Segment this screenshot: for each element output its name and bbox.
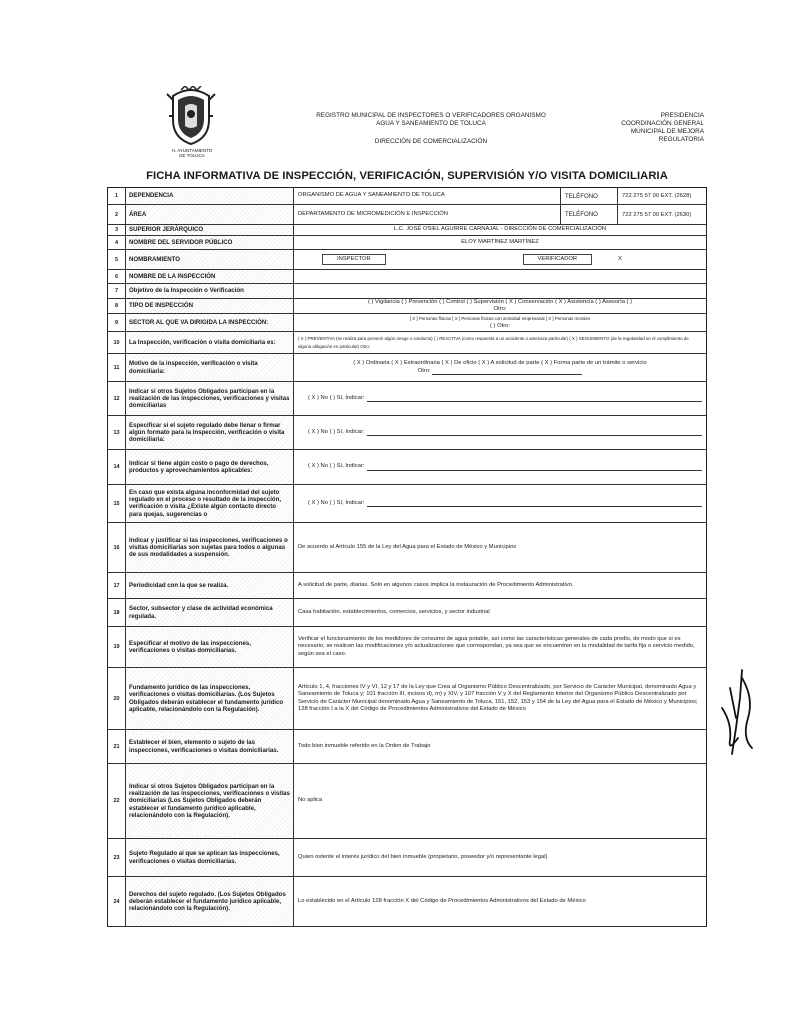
- logo-caption-line2: DE TOLUCA: [179, 153, 205, 158]
- verifier-box: VERIFICADOR: [523, 254, 593, 265]
- header-center: [286, 112, 576, 146]
- motive-options: ( X ) Ordinaria ( X ) Extraordinaria ( X ) De oficio ( X ) A solicitud de parte ( X ) Forma parte de un trámite o servicio: [353, 360, 647, 367]
- row-label: Derechos del sujeto regulado. (Los Sujetos Obligados deberán establecer el fundamento jurídico aplicable, relacionándolo con la Regulación).: [126, 877, 294, 926]
- motive-other: Otro:: [417, 367, 431, 374]
- row-value: ELOY MARTÍNEZ MARTÍNEZ: [461, 238, 539, 245]
- row-number: 11: [108, 354, 126, 381]
- row-label: Periodicidad con la que se realiza.: [126, 573, 294, 598]
- table-row: [107, 205, 707, 225]
- row-number: 5: [108, 250, 126, 269]
- row-number: 2: [108, 205, 126, 224]
- row-value: [294, 314, 706, 331]
- row-value: [294, 354, 706, 381]
- header-right-line2: COORDINACIÓN GENERAL: [621, 120, 704, 127]
- row-value: Quien ostente el interés jurídico del bien inmueble (propietario, poseedor y/o representante legal): [298, 853, 548, 860]
- header-right-line4: REGULATORIA: [658, 136, 704, 143]
- row-value: Casa habitación, establecimientos, comercios, servicios, y sector industrial: [298, 608, 490, 615]
- complaint-contact-options: ( X ) No ( ) Sí, Indicar:: [308, 499, 365, 506]
- phone-label: TELÉFONO: [560, 188, 618, 204]
- row-number: 14: [108, 450, 126, 484]
- table-row: [107, 839, 707, 877]
- handwritten-signature: [712, 668, 762, 758]
- row-number: 21: [108, 730, 126, 763]
- header-right: [592, 112, 704, 144]
- row-value: [294, 382, 706, 415]
- row-number: 20: [108, 668, 126, 729]
- table-row: [107, 573, 707, 599]
- row-label: La Inspección, verificación o visita domiciliaria es:: [126, 332, 294, 353]
- row-number: 24: [108, 877, 126, 926]
- row-value: [294, 332, 706, 353]
- table-row: [107, 730, 707, 764]
- row-value: L.C. JOSÉ OSIEL AGUIRRE CARNAJAL - DIRECCIÓN DE COMERCIALIZACIÓN: [393, 226, 607, 233]
- row-label: Especificar el motivo de las inspecciones, verificaciones o visitas domiciliarias.: [126, 627, 294, 667]
- row-number: 15: [108, 485, 126, 522]
- row-label: NOMBRAMIENTO: [126, 250, 294, 269]
- table-row: [107, 416, 707, 450]
- row-label: Indicar si otros Sujetos Obligados participan en la realización de las inspecciones, verificaciones o visitas domiciliarias (Los Sujetos Obligados deberán establecer el fundamento jurídico aplicable, relacionándolo con la Regulación).: [126, 764, 294, 838]
- table-row: [107, 225, 707, 236]
- row-value: Artículo 1, 4, fracciones IV y VI, 12 y 17 de la Ley que Crea al Organismo Público Descentralizado, por Servicio de Carácter Municipal, denominado Agua y Saneamiento de Toluca y; 101 fracción III, incisos d), m) y XIV, y 107 fracción V y X del Reglamento Interior del Organismo Público Descentralizado por Servicio de Carácter Municipal denominado Agua y Saneamiento de Toluca, 151, 152, 153 y 154 de la Ley del Agua para el Estado de México y Municipios; 128 fracción I a la X del Código de Procedimientos Administrativos del Estado de México: [298, 684, 698, 712]
- table-row: [107, 523, 707, 573]
- row-label: DEPENDENCIA: [126, 188, 294, 204]
- table-row: [107, 284, 707, 299]
- row-value: A solicitud de parte, diarias. Solo en algunos casos implica la instauración de Procedimiento Administrativo.: [298, 581, 574, 588]
- row-number: 22: [108, 764, 126, 838]
- row-label: SECTOR AL QUE VA DIRIGIDA LA INSPECCIÓN:: [126, 314, 294, 331]
- row-number: 13: [108, 416, 126, 449]
- header-registry-line: REGISTRO MUNICIPAL DE INSPECTORES O VERIFICADORES ORGANISMO: [316, 112, 546, 119]
- row-value: [294, 284, 706, 298]
- table-row: [107, 485, 707, 523]
- row-value: [294, 250, 706, 269]
- table-row: [107, 236, 707, 250]
- row-label: NOMBRE DEL SERVIDOR PÚBLICO: [126, 236, 294, 249]
- row-value: No aplica: [298, 797, 323, 804]
- row-number: 17: [108, 573, 126, 598]
- row-number: 9: [108, 314, 126, 331]
- row-label: Objetivo de la Inspección o Verificación: [126, 284, 294, 298]
- table-row: [107, 354, 707, 382]
- table-row: [107, 314, 707, 332]
- verifier-mark: X: [618, 255, 622, 262]
- table-row: [107, 187, 707, 205]
- row-number: 18: [108, 599, 126, 626]
- row-number: 23: [108, 839, 126, 876]
- table-row: [107, 250, 707, 270]
- row-label: Especificar si el sujeto regulado debe llenar o firmar algún formato para la inspección, verificación o visita domiciliaria:: [126, 416, 294, 449]
- table-row: [107, 299, 707, 314]
- row-value: ORGANISMO DE AGUA Y SANEAMIENTO DE TOLUCA: [298, 192, 445, 199]
- inspector-box: INSPECTOR: [322, 254, 386, 265]
- table-row: [107, 382, 707, 416]
- form-required-options: ( X ) No ( ) Sí, Indicar:: [308, 428, 365, 435]
- row-label: SUPERIOR JERÁRQUICO: [126, 225, 294, 235]
- row-label: NOMBRE DE LA INSPECCIÓN: [126, 270, 294, 283]
- form-title: FICHA INFORMATIVA DE INSPECCIÓN, VERIFICACIÓN, SUPERVISIÓN Y/O VISITA DOMICILIARIA: [146, 170, 668, 182]
- row-label: Motivo de la inspección, verificación o visita domiciliaria:: [126, 354, 294, 381]
- row-value: De acuerdo al Artículo 155 de la Ley del Agua para el Estado de México y Municipios: [298, 543, 517, 550]
- row-label: Indicar si tiene algún costo o pago de derechos, productos y aprovechamientos aplicables:: [126, 450, 294, 484]
- table-row: [107, 668, 707, 730]
- phone-value: 722 275 57 00 EXT. (2630): [622, 211, 692, 218]
- row-value: DEPARTAMENTO DE MICROMEDICIÓN E INSPECCIÓN: [298, 210, 448, 217]
- row-label: Indicar si otros Sujetos Obligados participan en la realización de las inspecciones, verificaciones y visitas domiciliarias: [126, 382, 294, 415]
- header-right-line3: MUNICIPAL DE MEJORA: [630, 128, 704, 135]
- row-number: 1: [108, 188, 126, 204]
- phone-label: TELÉFONO: [560, 205, 618, 224]
- row-number: 4: [108, 236, 126, 249]
- table-row: [107, 332, 707, 354]
- row-value: [294, 299, 706, 313]
- row-value: [294, 485, 706, 522]
- form-table: [107, 187, 707, 927]
- row-value: Lo establecido en el Artículo 128 fracción X del Código de Procedimientos Administrativos del Estado de México: [298, 897, 586, 904]
- sector-options: [ X ] Personas físicas [ X ] Personas físicas con actividad empresarial [ X ] Personas morales: [409, 316, 591, 322]
- table-row: [107, 270, 707, 284]
- row-number: 7: [108, 284, 126, 298]
- phone-value: 722 275 57 00 EXT. (2628): [622, 193, 692, 199]
- row-label: Sujeto Regulado al que se aplican las inspecciones, verificaciones o visitas domiciliarias.: [126, 839, 294, 876]
- header-right-line1: PRESIDENCIA: [660, 112, 704, 119]
- row-label: Indicar y justificar si las inspecciones, verificaciones o visitas domiciliarias son sujetas para todos o algunas de sus modalidades a suspensión.: [126, 523, 294, 572]
- row-label: En caso que exista alguna inconformidad del sujeto regulado en el proceso o resultado de la inspección, verificación o visita ¿Existe algún contacto directo para quejas, sugerencias o: [126, 485, 294, 522]
- row-label: Fundamento jurídico de las inspecciones, verificaciones o visitas domiciliarias. (Los Sujetos Obligados deberán establecer el fundamento jurídico aplicable, relacionándolo con la Regulación).: [126, 668, 294, 729]
- header-organism-line: AGUA Y SANEAMIENTO DE TOLUCA: [376, 120, 486, 127]
- row-number: 3: [108, 225, 126, 235]
- table-row: [107, 764, 707, 839]
- sector-other: ( ) Otro:: [490, 322, 510, 329]
- row-value: Verificar el funcionamiento de los medidores de consumo de agua potable, así como las características generales de cada predio, de modo que si es necesario, se realicen las modificaciones y/o actualizaciones que correspondan, ya sea que se encuentren en la modalidad de tarifa fija o servicio medido, según sea el caso.: [298, 636, 695, 657]
- row-value: [294, 270, 706, 283]
- row-number: 10: [108, 332, 126, 353]
- logo-caption: [158, 148, 226, 158]
- inspection-nature-options: ( X ) PREVENTIVA (se realiza para prevenir algún riesgo o conducta) ( ) REACTIVA (como respuesta a un accidente o amenaza particular) ( X ) SEGUIMIENTO (de la regularidad en el cumplimiento de alguna obligación en particular) Otro:: [298, 336, 689, 349]
- row-number: 12: [108, 382, 126, 415]
- header-direction-line: DIRECCIÓN DE COMERCIALIZACIÓN: [374, 138, 488, 145]
- coat-of-arms-logo: [165, 86, 217, 146]
- table-row: [107, 450, 707, 485]
- row-label: ÁREA: [126, 205, 294, 224]
- table-row: [107, 599, 707, 627]
- row-number: 8: [108, 299, 126, 313]
- row-value: [294, 450, 706, 484]
- row-value: [294, 416, 706, 449]
- row-value: Todo bien inmueble referido en la Orden de Trabajo: [298, 742, 431, 749]
- row-label: Sector, subsector y clase de actividad económica regulada.: [126, 599, 294, 626]
- inspection-type-other: Otro:: [493, 306, 507, 312]
- table-row: [107, 877, 707, 927]
- row-label: TIPO DE INSPECCIÓN: [126, 299, 294, 313]
- cost-options: ( X ) No ( ) Sí, Indicar:: [308, 463, 365, 470]
- table-row: [107, 627, 707, 668]
- row-number: 16: [108, 523, 126, 572]
- inspection-type-options: ( ) Vigilancia ( ) Prevención ( ) Control ( ) Supervisión ( X ) Conservación ( X ) Asistencia ( ) Asesoría ( ): [367, 299, 633, 305]
- row-number: 19: [108, 627, 126, 667]
- logo-caption-line1: H. AYUNTAMIENTO: [171, 148, 213, 153]
- row-number: 6: [108, 270, 126, 283]
- row-label: Establecer el bien, elemento o sujeto de las inspecciones, verificaciones o visitas domiciliarias.: [126, 730, 294, 763]
- participation-options: ( X ) No ( ) Sí, Indicar:: [308, 394, 365, 401]
